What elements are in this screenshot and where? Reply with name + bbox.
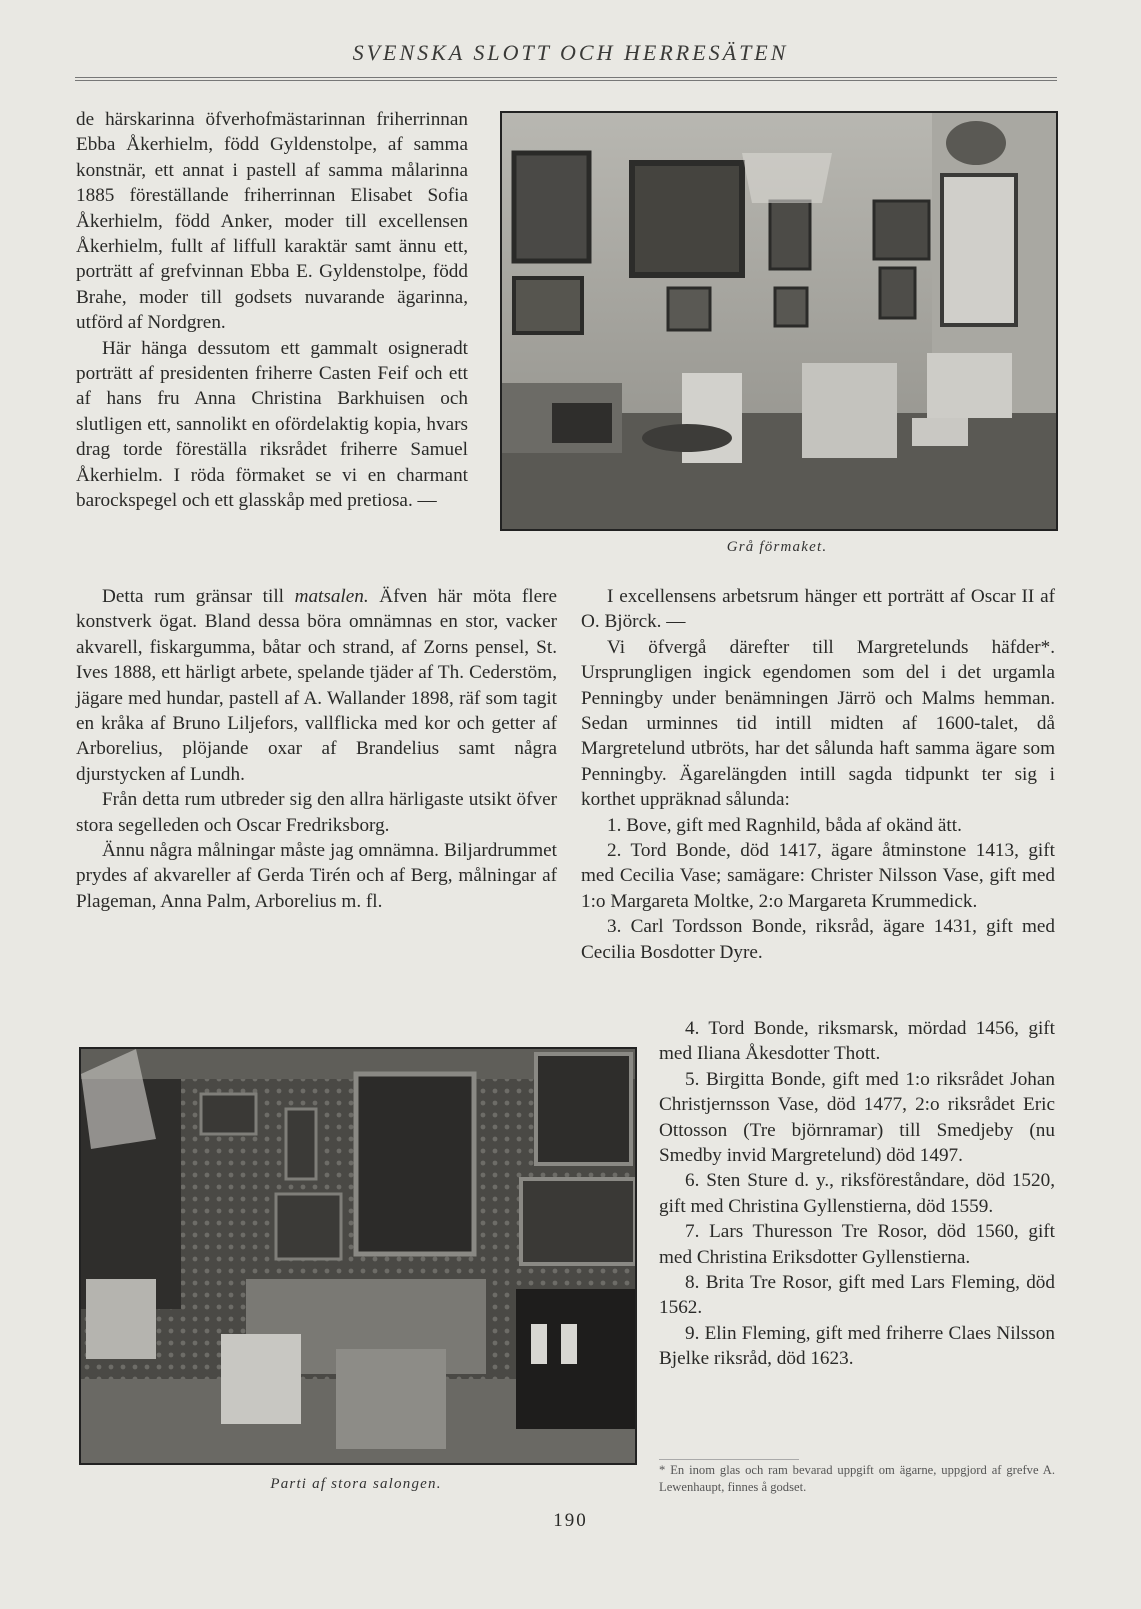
list-item: 5. Birgitta Bonde, gift med 1:o riksrådet Johan Christjernsson Vase, död 1477, 2:o riksrådet Eric Ottosson (Tre björnramar) till Smedjeby (nu Smedby invid Margretelund) död 1497. (659, 1068, 1055, 1167)
footnote-rule (659, 1459, 799, 1460)
right-column-narrow (659, 1016, 1055, 1372)
list-item: 3. Carl Tordsson Bonde, riksråd, ägare 1431, gift med Cecilia Bosdotter Dyre. (581, 916, 1055, 963)
paragraph: Från detta rum utbreder sig den allra härligaste utsikt öfver stora segelleden och Oscar Fredriksborg. (76, 789, 557, 836)
running-header: SVENSKA SLOTT OCH HERRESÄTEN (352, 40, 789, 65)
text: Äfven här möta flere konstverk ögat. Bland dessa böra omnämnas en stor, vacker akvarell, fiskargumma, båtar och strand, af Zorns pensel, St. Ives 1888, ett härligt arbete, spelande tjäder af Th. Cederstöm, jägare med hundar, pastell af A. Wallander 1898, räf som tagit en kråka af Bruno Liljefors, vallflicka med kor och getter af Arborelius, plöjande oxar af Brandelius samt några djurstycken af Lundh. (76, 586, 557, 785)
list-item: 9. Elin Fleming, gift med friherre Claes Nilsson Bjelke riksråd, död 1623. (659, 1322, 1055, 1370)
list-item: 2. Tord Bonde, död 1417, ägare åtminstone 1413, gift med Cecilia Vase; samägare: Christer Nilsson Vase, gift med 1:o Margareta Moltke, 2:o Margareta Krummedick. (581, 840, 1055, 912)
photo-large-salon-image (81, 1049, 635, 1463)
header-rule-2 (75, 80, 1057, 81)
paragraph: de härskarinna öfverhofmästarinnan friherrinnan Ebba Åkerhielm, född Gyldenstolpe, af samma konstnär, ett annat i pastell af samma målarinna 1885 föreställande friherrinnan Elisabet Sofia Åkerhielm, född Anker, moder till excellensen Åkerhielm, fullt af liffull karaktär samt ännu ett, porträtt af grefvinnan Ebba E. Gyldenstolpe, född Brahe, moder till godsets nuvarande ägarinna, utförd af Nordgren. (76, 109, 468, 334)
list-item: 1. Bove, gift med Ragnhild, båda af okänd ätt. (607, 814, 962, 836)
photo-large-salon (79, 1047, 637, 1465)
italic-term: matsalen. (294, 586, 369, 607)
paragraph: Ännu några målningar måste jag omnämna. Biljardrummet prydes af akvareller af Gerda Tirén och af Berg, målningar af Plageman, Anna Palm, Arborelius m. fl. (76, 840, 557, 912)
right-column (581, 584, 1055, 965)
footnote: * En inom glas och ram bevarad uppgift om ägarne, uppgjord af grefve A. Lewenhaupt, finnes å godset. (659, 1463, 1055, 1494)
photo-gray-salon (500, 111, 1058, 531)
list-item: 8. Brita Tre Rosor, gift med Lars Fleming, död 1562. (659, 1272, 1055, 1319)
paragraph (76, 584, 557, 787)
list-item: 6. Sten Sture d. y., riksföreståndare, död 1520, gift med Christina Gyllenstierna, död 1559. (659, 1170, 1055, 1217)
paragraph: I excellensens arbetsrum hänger ett porträtt af Oscar II af O. Björck. — (581, 586, 1055, 633)
paragraph: Vi öfvergå därefter till Margretelunds häfder*. Ursprungligen ingick egendomen som del i det urgamla Penningby under benämningen Järrö och Malms hemman. Sedan urminnes tid intill midten af 1600-talet, då Margretelund utbröts, har det sålunda haft samma ägare som Penningby. Ägarelängden intill sagda tidpunkt ter sig i korthet uppräknad sålunda: (581, 636, 1055, 811)
caption-bottom-photo: Parti af stora salongen. (270, 1476, 442, 1492)
left-column-lower (76, 584, 557, 914)
caption-top-photo: Grå förmaket. (726, 539, 828, 555)
header-rule (75, 77, 1057, 78)
page-number: 190 (553, 1510, 588, 1531)
photo-gray-salon-image (502, 113, 1056, 529)
left-column-upper (76, 107, 468, 514)
list-item: 4. Tord Bonde, riksmarsk, mördad 1456, gift med Iliana Åkesdotter Thott. (659, 1018, 1055, 1065)
paragraph: Här hänga dessutom ett gammalt osigneradt porträtt af presidenten friherre Casten Feif och ett af hans fru Anna Christina Barkhuisen och slutligen ett, sannolikt en ofördelaktig kopia, hvars drag torde föreställa riksrådet friherre Samuel Åkerhielm. I röda förmaket se vi en charmant barockspegel och ett glasskåp med pretiosa. — (76, 337, 468, 512)
text: Detta rum gränsar till (102, 586, 295, 607)
list-item: 7. Lars Thuresson Tre Rosor, död 1560, gift med Christina Eriksdotter Gyllenstierna. (659, 1221, 1055, 1268)
